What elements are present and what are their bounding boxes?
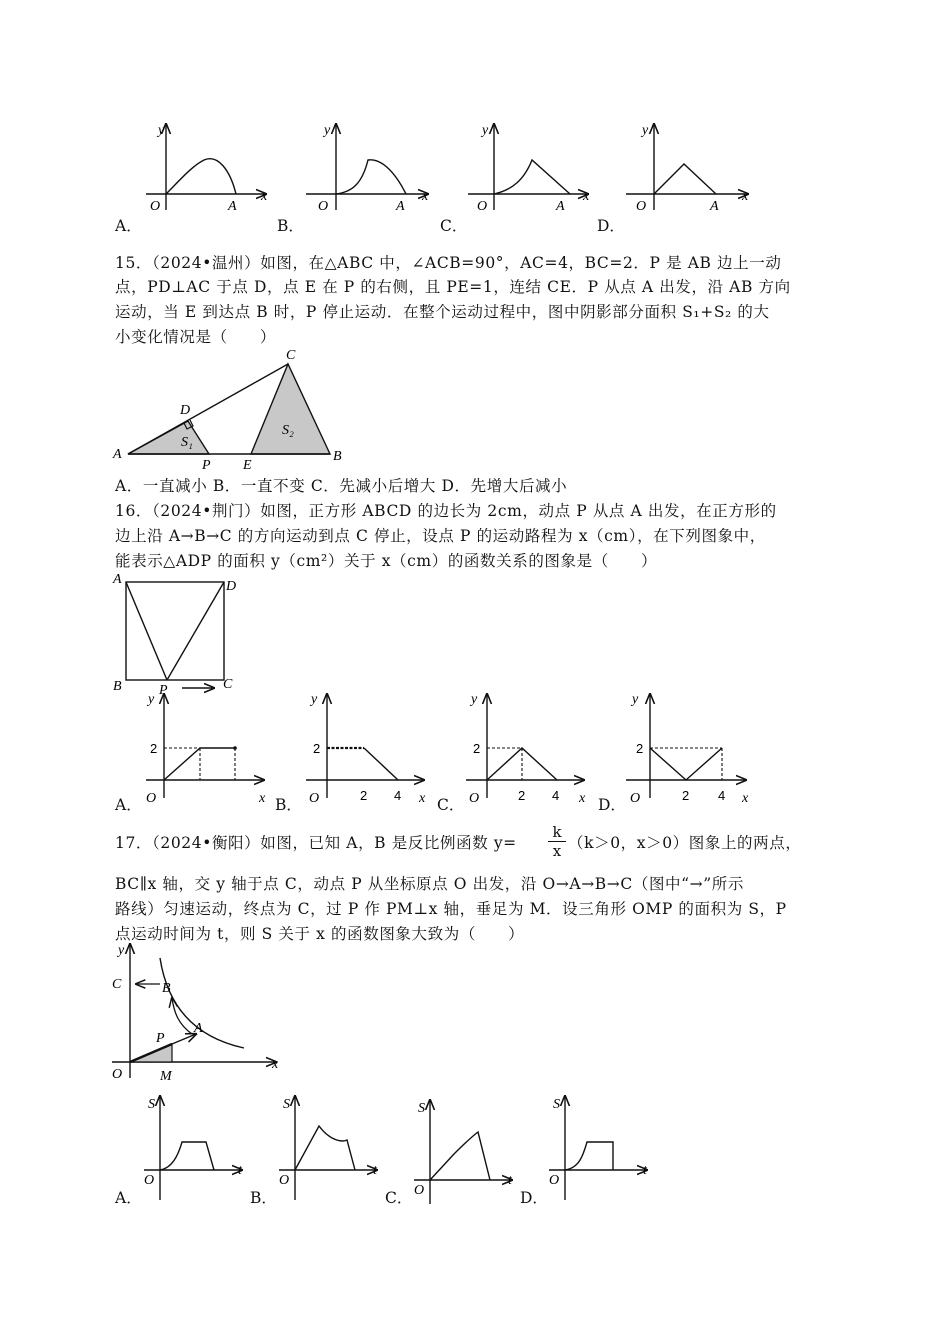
x-axis-label: x [742, 791, 749, 806]
t-axis-label: t [373, 1163, 377, 1178]
s-axis-label: S [148, 1097, 155, 1112]
y-axis-label: y [471, 692, 478, 707]
q17-option-d[interactable]: D． [520, 1189, 548, 1207]
q16-graph-b [300, 688, 440, 808]
q14-a-curve [166, 159, 236, 194]
s-axis-label: S [283, 1097, 290, 1112]
label-e: E [243, 458, 252, 473]
tick-2-x: 2 [682, 788, 690, 803]
label-b: B [333, 449, 342, 464]
origin-label: O [150, 199, 161, 214]
x-axis-label: x [583, 189, 590, 204]
y-axis-label: y [148, 692, 155, 707]
label-s1: S₁ [181, 435, 193, 450]
x-axis-label: x [419, 791, 426, 806]
t-axis-label: t [238, 1163, 242, 1178]
q15-line-2: 点，PD⊥AC 于点 D，点 E 在 P 的右侧，且 PE=1，连结 CE．P 从点 A 出发，沿 AB 方向 [115, 278, 791, 296]
point-a-label: A [556, 199, 565, 214]
q16-option-c[interactable]: C． [437, 796, 465, 814]
q14-d-curve [654, 164, 716, 194]
q16-line-3: 能表示△ADP 的面积 y（cm²）关于 x（cm）的函数关系的图象是（ ） [115, 552, 658, 570]
label-m: M [160, 1069, 172, 1084]
q16-graph-c [460, 688, 600, 808]
q15-line-3: 运动，当 E 到达点 B 时，P 停止运动．在整个运动过程中，图中阴影部分面积 S₁+S₂ 的大 [115, 303, 770, 321]
q17-fraction [548, 823, 566, 860]
label-a: A [113, 572, 122, 587]
origin-label: O [469, 791, 480, 806]
origin-label: O [144, 1173, 155, 1188]
label-c: C [112, 977, 122, 992]
label-b: B [162, 981, 171, 996]
q15-figure [110, 342, 350, 472]
origin-label: O [309, 791, 320, 806]
origin-label: O [477, 199, 488, 214]
s-axis-label: S [553, 1097, 560, 1112]
q17-option-a[interactable]: A． [115, 1189, 142, 1207]
t-axis-label: t [508, 1173, 512, 1188]
x-axis-label: x [261, 189, 268, 204]
q16-option-a[interactable]: A． [115, 796, 142, 814]
q14-option-c[interactable]: C． [440, 217, 468, 235]
label-c: C [286, 348, 296, 363]
q16-option-d[interactable]: D． [598, 796, 626, 814]
tick-2-y: 2 [150, 741, 158, 756]
q14-graph-d [622, 118, 762, 218]
origin-label: O [318, 199, 329, 214]
label-s2: S₂ [282, 423, 294, 438]
label-p: P [202, 458, 211, 473]
tick-2-x: 2 [518, 788, 526, 803]
q16-square-figure [110, 570, 250, 700]
label-o: O [112, 1067, 123, 1082]
tick-4-x: 4 [718, 788, 726, 803]
q17-line-2: BC∥x 轴，交 y 轴于点 C，动点 P 从坐标原点 O 出发，沿 O→A→B→C（图中“→”所示 [115, 875, 744, 893]
q14-option-a[interactable]: A． [115, 217, 142, 235]
q17-line-1-post: （k＞0，x＞0）图象上的两点， [568, 834, 802, 852]
x-axis-label: x [579, 791, 586, 806]
tick-2-y: 2 [473, 741, 481, 756]
x-axis-label: x [259, 791, 266, 806]
origin-label: O [549, 1173, 560, 1188]
tick-2-y: 2 [313, 741, 321, 756]
y-axis-label: y [118, 943, 125, 958]
y-axis-label: y [482, 123, 489, 138]
origin-label: O [414, 1183, 425, 1198]
q17-line-4: 点运动时间为 t，则 S 关于 x 的函数图象大致为（ ） [115, 925, 525, 943]
x-axis-label: x [272, 1057, 279, 1072]
q17-line-3: 路线）匀速运动，终点为 C，过 P 作 PM⊥x 轴，垂足为 M．设三角形 OMP 的面积为 S，P [115, 900, 787, 918]
fraction-numerator: k [548, 823, 566, 842]
y-axis-label: y [158, 123, 165, 138]
q15-line-1: 15．（2024•温州）如图，在△ABC 中，∠ACB=90°，AC=4，BC=2．P 是 AB 边上一动 [115, 254, 782, 272]
label-d: D [180, 403, 191, 418]
q14-option-b[interactable]: B． [277, 217, 304, 235]
origin-label: O [630, 791, 641, 806]
q16-graph-d [622, 688, 762, 808]
point-a-label: A [396, 199, 405, 214]
q17-graph-a [140, 1090, 260, 1205]
q17-line-1-pre: 17．（2024•衡阳）如图，已知 A，B 是反比例函数 y= [115, 834, 517, 852]
x-axis-label: x [422, 189, 429, 204]
label-a: A [194, 1021, 203, 1036]
q17-option-c[interactable]: C． [385, 1189, 413, 1207]
y-axis-label: y [311, 692, 318, 707]
q17-figure [108, 938, 288, 1088]
y-axis-label: y [642, 123, 649, 138]
q17-option-b[interactable]: B． [250, 1189, 277, 1207]
tick-4-x: 4 [552, 788, 560, 803]
t-axis-label: t [643, 1163, 647, 1178]
tick-2-x: 2 [360, 788, 368, 803]
label-d: D [226, 579, 237, 594]
q14-b-curve [336, 160, 406, 194]
q14-graph-b [302, 118, 442, 218]
q14-graph-a [140, 118, 280, 218]
origin-label: O [279, 1173, 290, 1188]
point-a-label: A [228, 199, 237, 214]
q17-graph-d [545, 1090, 665, 1205]
q14-option-d[interactable]: D． [597, 217, 625, 235]
q17-graph-b [275, 1090, 395, 1205]
y-axis-label: y [632, 692, 639, 707]
origin-label: O [146, 791, 157, 806]
q16-option-b[interactable]: B． [275, 796, 302, 814]
tick-4-x: 4 [394, 788, 402, 803]
q15-answer-options[interactable]: A．一直减小 B．一直不变 C．先减小后增大 D．先增大后减小 [115, 477, 568, 495]
x-axis-label: x [742, 189, 749, 204]
fraction-denominator: x [552, 842, 562, 860]
origin-label: O [636, 199, 647, 214]
q14-c-curve [494, 160, 570, 194]
q15-line-4: 小变化情况是（ ） [115, 328, 277, 346]
q16-line-2: 边上沿 A→B→C 的方向运动到点 C 停止，设点 P 的运动路程为 x（cm），在下列图象中， [115, 527, 766, 545]
label-p: P [159, 683, 168, 698]
y-axis-label: y [324, 123, 331, 138]
q14-graph-c [462, 118, 602, 218]
label-a: A [113, 447, 122, 462]
q17-graph-c [410, 1094, 530, 1209]
label-c: C [223, 677, 233, 692]
shaded-s1 [128, 421, 209, 454]
s-axis-label: S [418, 1101, 425, 1116]
label-p: P [156, 1031, 165, 1046]
label-b: B [113, 679, 122, 694]
q16-line-1: 16．（2024•荆门）如图，正方形 ABCD 的边长为 2cm，动点 P 从点 A 出发，在正方形的 [115, 502, 777, 520]
tick-2-y: 2 [636, 741, 644, 756]
q16-graph-a [140, 688, 280, 808]
point-a-label: A [710, 199, 719, 214]
